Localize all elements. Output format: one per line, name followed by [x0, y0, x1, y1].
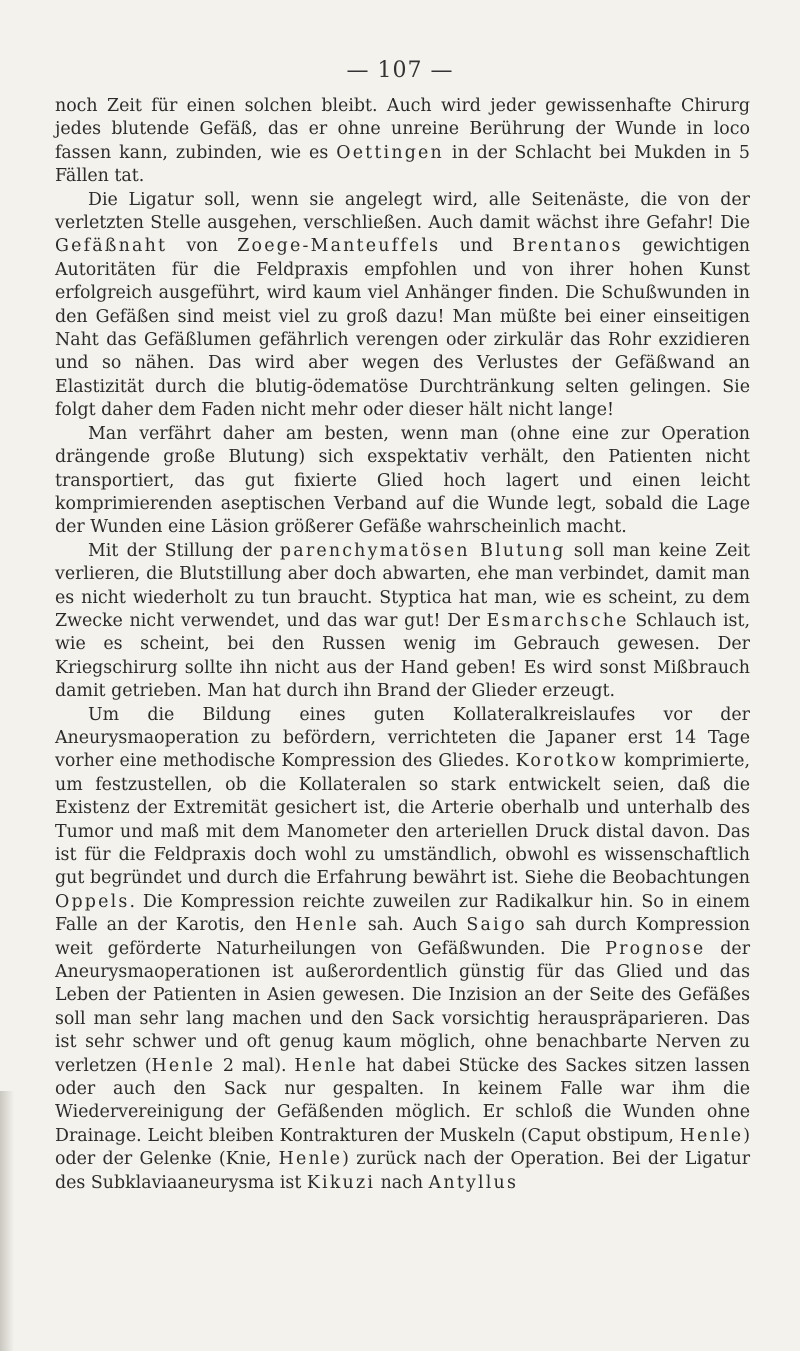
- page-number: — 107 —: [346, 58, 454, 83]
- spaced-name: parenchymatösen Blutung: [279, 540, 566, 561]
- text-run: von: [167, 236, 238, 257]
- text-run: sah. Auch: [358, 915, 467, 936]
- text-run: Um die Bildung eines guten Kollateralkreislaufes vor der Aneurysmaoperation zu befördern, verrichteten die Japaner erst 14 Tage vorher eine methodische Kompression des Gliedes.: [55, 704, 750, 772]
- text-run: ) zurück nach der Operation. Bei der Ligatur des Subklaviaaneurysma ist: [55, 1149, 751, 1193]
- text-run: in der Schlacht bei Mukden in 5 Fällen tat.: [55, 142, 750, 187]
- paragraph: [55, 95, 750, 189]
- spaced-name: Henle: [295, 915, 359, 936]
- text-run: Die Ligatur soll, wenn sie angelegt wird, alle Seitenäste, die von der verletzten Stelle ausgehen, verschließen. Auch damit wächst ihre Gefahr! Die: [55, 189, 750, 234]
- spaced-name: Henle: [294, 1055, 358, 1076]
- spaced-name: Henle: [151, 1055, 216, 1076]
- text-run: komprimierte, um festzustellen, ob die Kollateralen so stark entwickelt seien, daß die Existenz der Extremität gesichert ist, die Arterie oberhalb und unterhalb des Tumor und maß mit dem Manometer den arteriellen Druck distal davon. Das ist für die Feldpraxis doch wohl zu umständlich, obwohl es wissenschaftlich gut begründet und durch die Erfahrung bewährt ist. Siehe die Beobachtungen: [55, 751, 751, 889]
- spaced-name: Gefäßnaht: [55, 236, 168, 257]
- spaced-name: Brentanos: [512, 236, 623, 257]
- spaced-name: Korotkow: [515, 751, 618, 772]
- text-run: Man verfährt daher am besten, wenn man (ohne eine zur Operation drängende große Blutung) sich exspektativ verhält, den Patienten nicht transportiert, das gut fixierte Glied hoch lagert und einen leicht komprimierenden aseptischen Verband auf die Wunde legt, sobald die Lage der Wunden eine Läsion größerer Gefäße wahrscheinlich macht.: [55, 423, 750, 538]
- paragraph: [55, 189, 750, 423]
- text-run: hat dabei Stücke des Sackes sitzen lassen oder auch den Sack nur gespalten. In keinem Falle war ihm die Wiedervereinigung der Gefäßenden möglich. Er schloß die Wunden ohne Drainage. Leicht bleiben Kontrakturen der Muskeln (Caput obstipum,: [55, 1055, 751, 1146]
- spaced-name: Oppels: [55, 891, 130, 912]
- text-run: nach: [375, 1172, 429, 1193]
- spaced-name: Antyllus: [428, 1172, 519, 1193]
- text-run: soll man keine Zeit verlieren, die Blutstillung aber doch abwarten, ehe man verbindet, damit man es nicht wiederholt zu tun braucht. Styptica hat man, wie es scheint, zu dem Zwecke nicht verwendet, und das war gut! Der: [55, 540, 750, 631]
- text-run: sah durch Kompression weit geförderte Naturheilungen von Gefäßwunden. Die: [55, 915, 750, 959]
- spaced-name: Henle: [679, 1125, 744, 1146]
- paragraph: [55, 423, 750, 540]
- text-run: Schlauch ist, wie es scheint, bei den Russen wenig im Gebrauch gewesen. Der Kriegschirurg sollte ihn nicht aus der Hand geben! Es wird sonst Mißbrauch damit getrieben. Man hat durch ihn Brand der Glieder erzeugt.: [55, 610, 750, 702]
- text-run: noch Zeit für einen solchen bleibt. Auch wird jeder gewissenhafte Chirurg jedes blutende Gefäß, das er ohne unreine Berührung der Wunde in loco fassen kann, zubinden, wie es: [55, 96, 750, 163]
- spaced-name: Prognose: [605, 938, 706, 959]
- text-run: und: [440, 236, 513, 257]
- spaced-name: Zoege-Manteuffels: [237, 236, 441, 257]
- text-run: gewichtigen Autoritäten für die Feldpraxis empfohlen und von ihrer hohen Kunst erfolgreich ausgeführt, wird kaum viel Anhänger finden. Die Schußwunden in den Gefäßen sind meist viel zu groß dazu! Man müßte bei einer einseitigen Naht das Gefäßlumen gefährlich verengen oder zirkulär das Rohr exzidieren und so nähen. Das wird aber wegen des Verlustes der Gefäßwand an Elastizität durch die blutig-ödematöse Durchtränkung selten gelingen. Sie folgt daher dem Faden nicht mehr oder dieser hält nicht lange!: [55, 236, 750, 421]
- spaced-name: Saigo: [466, 915, 527, 936]
- text-run: der Aneurysmaoperationen ist außerordentlich günstig für das Glied und das Leben der Patienten in Asien gewesen. Die Inzision an der Seite des Gefäßes soll man sehr lang machen und den Sack vorsichtig herauspräparieren. Das ist sehr schwer und oft genug kaum möglich, ohne benachbarte Nerven zu verletzen (: [55, 938, 751, 1076]
- spaced-name: Kikuzi: [306, 1172, 376, 1193]
- paragraph: [55, 704, 750, 1196]
- text-run: . Die Kompression reichte zuweilen zur Radikalkur hin. So in einem Falle an der Karotis, den: [55, 891, 750, 936]
- text-run: ) oder der Gelenke (Knie,: [55, 1125, 750, 1170]
- page-edge-shadow: [0, 1091, 14, 1351]
- spaced-name: Oettingen: [336, 142, 444, 163]
- paragraph: [55, 540, 750, 704]
- text-run: Mit der Stillung der: [88, 540, 280, 561]
- text-run: 2 mal).: [215, 1055, 295, 1076]
- spaced-name: Esmarchsche: [486, 610, 629, 631]
- body-text: [55, 95, 750, 1195]
- spaced-name: Henle: [278, 1149, 343, 1170]
